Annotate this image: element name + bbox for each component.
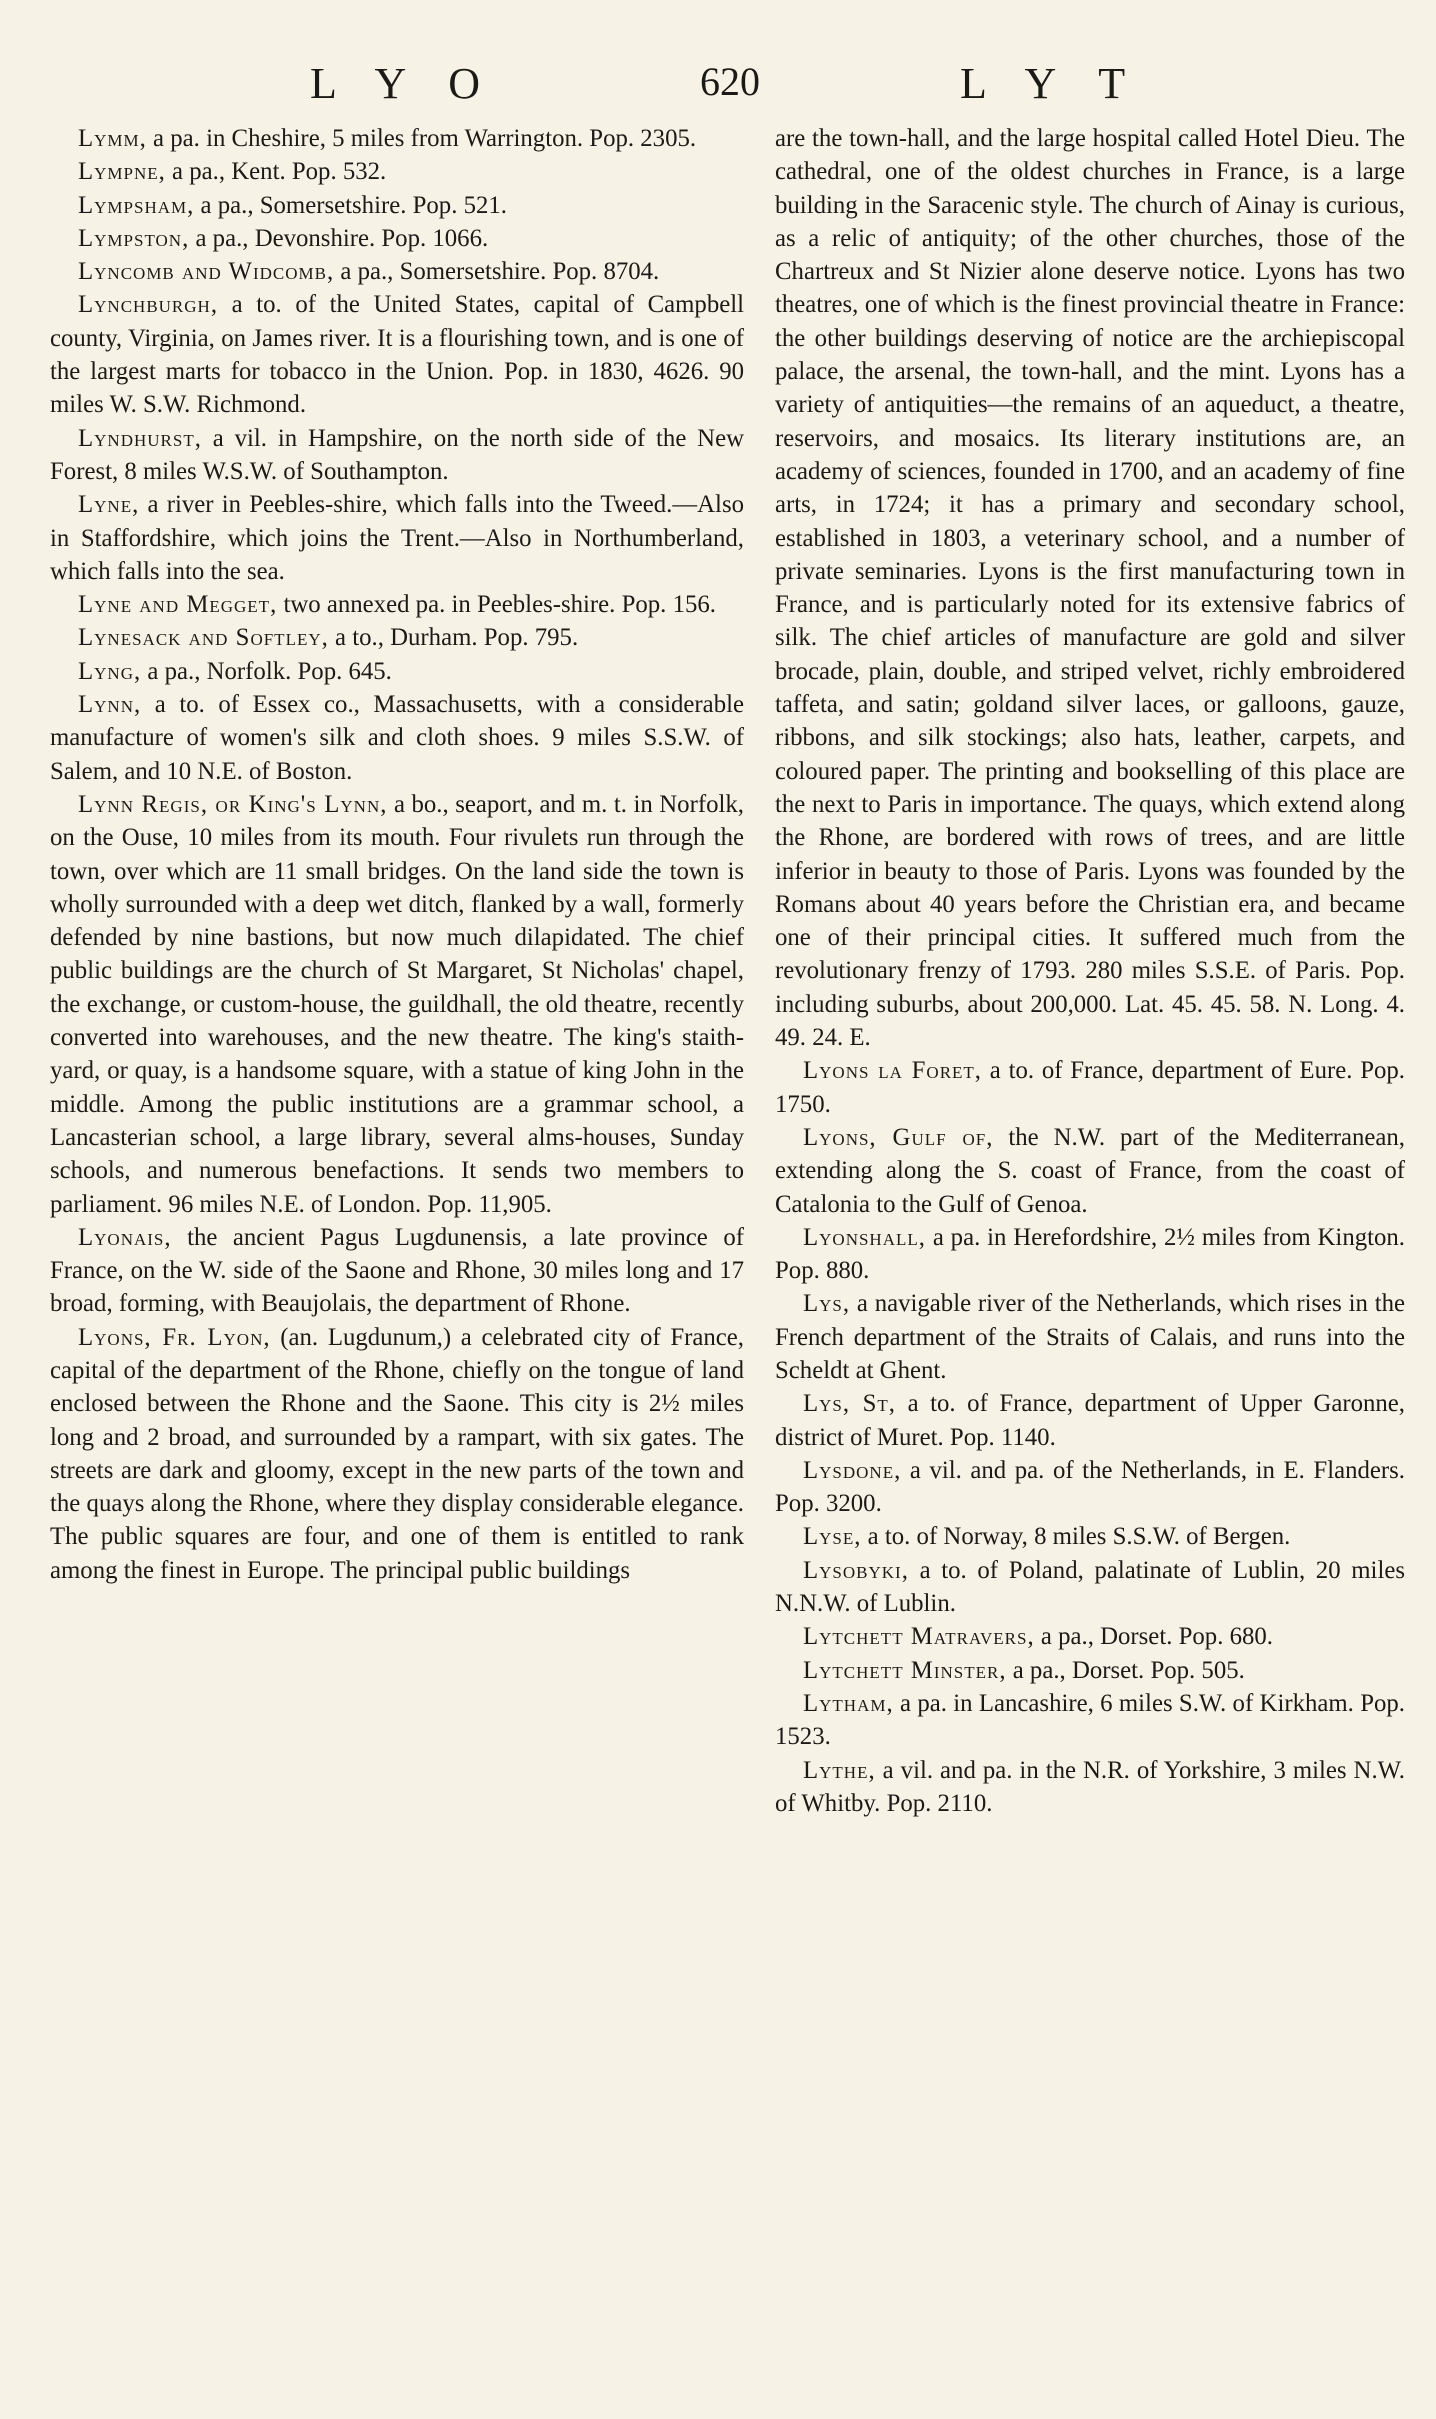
gazetteer-entry bbox=[775, 1454, 1405, 1521]
gazetteer-entry bbox=[775, 1654, 1405, 1687]
gazetteer-entry bbox=[50, 1321, 744, 1587]
entry-headword: Lymm, bbox=[78, 125, 147, 152]
entry-text: a vil. in Hampshire, on the north side of the New Forest, 8 miles W.S.W. of Southampton. bbox=[50, 424, 744, 485]
entry-headword: Lythe, bbox=[803, 1756, 876, 1784]
entry-text: a navigable river of the Netherlands, which rises in the French department of the Straits of Calais, and runs into the Scheldt at Ghent. bbox=[775, 1290, 1405, 1384]
gazetteer-entry bbox=[50, 422, 744, 489]
entry-text: a pa., Dorset. Pop. 680. bbox=[1034, 1623, 1273, 1651]
entry-headword: Lynn Regis, or King's Lynn, bbox=[78, 790, 388, 818]
entry-text: a pa., Dorset. Pop. 505. bbox=[1006, 1656, 1245, 1684]
gazetteer-entry bbox=[50, 122, 744, 155]
entry-text: a bo., seaport, and m. t. in Norfolk, on the Ouse, 10 miles from its mouth. Four rivulets run through the town, over which are 11 small bridges. On the land side the town is wholly surrounded with a deep wet ditch, flanked by a wall, formerly defended by nine bastions, but now much dilapidated. The chief public buildings are the church of St Margaret, St Nicholas' chapel, the exchange, or custom-house, the guildhall, the old theatre, recently converted into warehouses, and the new theatre. The king's staith-yard, or quay, is a handsome square, with a statue of king John in the middle. Among the public institutions are a grammar school, a Lancasterian school, a large library, several alms-houses, Sunday schools, and numerous benefactions. It sends two members to parliament. 96 miles N.E. of London. Pop. 11,905. bbox=[50, 790, 744, 1218]
gazetteer-entry bbox=[50, 222, 744, 255]
entry-text: (an. Lugdunum,) a celebrated city of France, capital of the department of the Rhone, chiefly on the tongue of land enclosed between the Rhone and the Saone. This city is 2½ miles long and 2 broad, and surrounded by a rampart, with six gates. The streets are dark and gloomy, except in the new parts of the town and the quays along the Rhone, where they display considerable elegance. The public squares are four, and one of them is entitled to rank among the finest in Europe. The principal public buildings bbox=[50, 1323, 744, 1584]
gazetteer-entry bbox=[775, 1554, 1405, 1621]
entry-headword: Lyons, Fr. Lyon, bbox=[78, 1323, 271, 1351]
entry-text: the N.W. part of the Mediterranean, extending along the S. coast of France, from the coast of Catalonia to the Gulf of Genoa. bbox=[775, 1123, 1405, 1218]
gazetteer-entry bbox=[775, 1054, 1405, 1121]
gazetteer-entry bbox=[50, 1221, 744, 1321]
gazetteer-entry bbox=[50, 621, 744, 654]
entry-headword: Lynn, bbox=[78, 691, 142, 719]
entry-text: a pa. in Cheshire, 5 miles from Warrington. Pop. 2305. bbox=[146, 125, 697, 152]
entry-headword: Lysdone, bbox=[803, 1456, 902, 1484]
entry-headword: Lyncomb and Widcomb, bbox=[78, 258, 335, 286]
entry-text: a pa., Devonshire. Pop. 1066. bbox=[189, 224, 489, 252]
entry-headword: Lys, bbox=[803, 1290, 851, 1318]
entry-headword: Lynchburgh, bbox=[78, 291, 219, 319]
entry-headword: Lys, St, bbox=[803, 1390, 897, 1418]
entry-headword: Lyng, bbox=[78, 657, 142, 685]
entry-headword: Lytham, bbox=[803, 1689, 894, 1717]
gazetteer-entry bbox=[50, 288, 744, 421]
entry-headword: Lytchett Minster, bbox=[803, 1656, 1007, 1684]
running-header bbox=[0, 58, 1436, 118]
gazetteer-entry bbox=[50, 688, 744, 788]
entry-headword: Lyse, bbox=[803, 1523, 862, 1551]
entry-text: a to. of Essex co., Massachusetts, with a considerable manufacture of women's silk and cloth shoes. 9 miles S.S.W. of Salem, and 10 N.E. of Boston. bbox=[50, 691, 744, 785]
page-number: 620 bbox=[700, 59, 760, 104]
entry-headword: Lyonshall, bbox=[803, 1223, 926, 1251]
gazetteer-entry bbox=[50, 788, 744, 1221]
entry-headword: Lytchett Matravers, bbox=[803, 1623, 1035, 1651]
entry-text: a vil. and pa. in the N.R. of Yorkshire, 3 miles N.W. of Whitby. Pop. 2110. bbox=[775, 1756, 1405, 1817]
gazetteer-entry bbox=[50, 488, 744, 588]
gazetteer-entry bbox=[50, 189, 744, 222]
entry-headword: Lyons, Gulf of, bbox=[803, 1123, 994, 1151]
entry-text: a pa., Somersetshire. Pop. 8704. bbox=[334, 258, 660, 286]
entry-text: a pa., Norfolk. Pop. 645. bbox=[141, 657, 392, 685]
entry-text: a pa. in Lancashire, 6 miles S.W. of Kirkham. Pop. 1523. bbox=[775, 1689, 1405, 1751]
entry-text: the ancient Pagus Lugdunensis, a late province of France, on the W. side of the Saone and Rhone, 30 miles long and 17 broad, forming, with Beaujolais, the department of Rhone. bbox=[50, 1223, 744, 1318]
entry-text: a to. of France, department of Eure. Pop. 1750. bbox=[775, 1057, 1405, 1118]
gazetteer-entry bbox=[50, 155, 744, 188]
entry-text: are the town-hall, and the large hospital called Hotel Dieu. The cathedral, one of the oldest churches in France, is a large building in the Saracenic style. The church of Ainay is curious, as a relic of antiquity; of the other churches, those of the Chartreux and St Nizier alone deserve notice. Lyons has two theatres, one of which is the finest provincial theatre in France: the other buildings deserving of notice are the archiepiscopal palace, the arsenal, the town-hall, and the mint. Lyons has a variety of antiquities—the remains of an aqueduct, a theatre, reservoirs, and mosaics. Its literary institutions are, an academy of sciences, founded in 1700, and an academy of fine arts, in 1724; it has a primary and secondary school, established in 1803, a veterinary school, and a number of private seminaries. Lyons is the first manufacturing town in France, and is particularly noted for its extensive fabrics of silk. The chief articles of manufacture are gold and silver brocade, plain, double, and striped velvet, richly embroidered taffeta, and satin; goldand silver laces, or galloons, gauze, ribbons, and silk stockings; also hats, leather, carpets, and coloured paper. The printing and bookselling of this place are the next to Paris in importance. The quays, which extend along the Rhone, are bordered with rows of trees, and are little inferior in beauty to those of Paris. Lyons was founded by the Romans about 40 years before the Christian era, and became one of their principal cities. It suffered much from the revolutionary frenzy of 1793. 280 miles S.S.E. of Paris. Pop. including suburbs, about 200,000. Lat. 45. 45. 58. N. Long. 4. 49. 24. E. bbox=[775, 125, 1405, 1052]
entry-headword: Lympsham, bbox=[78, 191, 195, 219]
entry-text: a pa., Kent. Pop. 532. bbox=[165, 158, 387, 186]
entry-headword: Lyne and Megget, bbox=[78, 591, 278, 619]
entry-headword: Lympne, bbox=[78, 158, 166, 186]
header-left-guideword: LYO bbox=[310, 59, 523, 108]
entry-headword: Lyndhurst, bbox=[78, 424, 202, 452]
entry-text: a pa., Somersetshire. Pop. 521. bbox=[194, 191, 508, 219]
entry-text: a to. of Poland, palatinate of Lublin, 20 miles N.N.W. of Lublin. bbox=[775, 1556, 1405, 1618]
entry-text: a to., Durham. Pop. 795. bbox=[328, 624, 579, 652]
entry-headword: Lympston, bbox=[78, 224, 190, 252]
gazetteer-entry bbox=[50, 255, 744, 288]
gazetteer-entry bbox=[775, 1687, 1405, 1754]
gazetteer-entry bbox=[775, 1754, 1405, 1821]
entry-text: a vil. and pa. of the Netherlands, in E. Flanders. Pop. 3200. bbox=[775, 1456, 1405, 1518]
entry-headword: Lynesack and Softley, bbox=[78, 624, 329, 652]
entry-text: a to. of Norway, 8 miles S.S.W. of Bergen. bbox=[861, 1523, 1291, 1551]
gazetteer-entry bbox=[775, 1620, 1405, 1653]
gazetteer-entry bbox=[50, 655, 744, 688]
gazetteer-entry bbox=[775, 1287, 1405, 1387]
gazetteer-entry bbox=[775, 1520, 1405, 1553]
gazetteer-entry bbox=[775, 1221, 1405, 1288]
entry-text: a to. of France, department of Upper Garonne, district of Muret. Pop. 1140. bbox=[775, 1390, 1406, 1451]
entry-headword: Lysobyki, bbox=[803, 1556, 909, 1584]
entry-headword: Lyons la Foret, bbox=[803, 1057, 983, 1085]
gazetteer-entry bbox=[50, 588, 744, 621]
entry-headword: Lyonais, bbox=[78, 1223, 172, 1251]
entry-text: a river in Peebles-shire, which falls into the Tweed.—Also in Staffordshire, which joins the Trent.—Also in Northumberland, which falls into the sea. bbox=[50, 491, 744, 585]
entry-headword: Lyne, bbox=[78, 491, 140, 519]
left-column bbox=[50, 122, 744, 1587]
entry-text: a to. of the United States, capital of Campbell county, Virginia, on James river. It is a flourishing town, and is one of the largest marts for tobacco in the Union. Pop. in 1830, 4626. 90 miles W. S.W. Richmond. bbox=[50, 291, 744, 419]
gazetteer-entry bbox=[775, 1387, 1405, 1454]
header-right-guideword: LYT bbox=[960, 59, 1168, 108]
entry-text: a pa. in Herefordshire, 2½ miles from Kington. Pop. 880. bbox=[775, 1223, 1405, 1285]
gazetteer-entry bbox=[775, 1121, 1405, 1221]
gazetteer-entry bbox=[775, 122, 1405, 1054]
right-column bbox=[775, 122, 1405, 1820]
entry-text: two annexed pa. in Peebles-shire. Pop. 156. bbox=[277, 591, 716, 619]
